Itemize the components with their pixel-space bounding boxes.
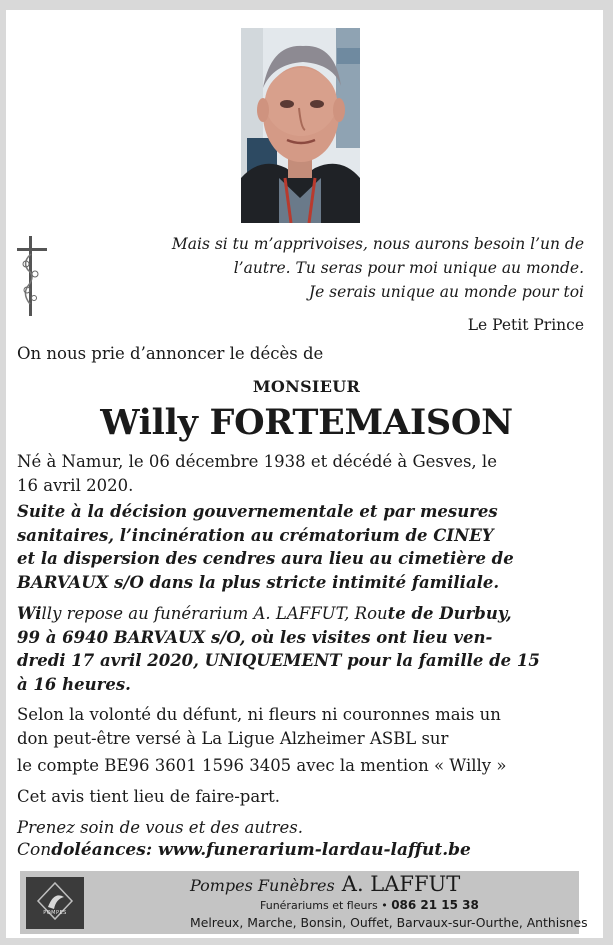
quote-line: l’autre. Tu seras pour moi unique au monde.	[233, 259, 584, 277]
deceased-name: Willy FORTEMAISON	[100, 402, 513, 443]
cremation-paragraph	[17, 500, 593, 594]
subtitle-text: Funérariums et fleurs •	[260, 899, 388, 912]
quote-author: Le Petit Prince	[467, 316, 584, 334]
text-fragment: Wi	[17, 604, 42, 623]
bank-account-text: le compte BE96 3601 1596 3405 avec la mention « Willy »	[17, 756, 507, 775]
text-line	[17, 602, 593, 626]
company-locations: Melreux, Marche, Bonsin, Ouffet, Barvaux-sur-Ourthe, Anthisnes	[190, 915, 588, 930]
text-line: à 16 heures.	[17, 674, 131, 694]
text-fragment: te de Durbuy,	[387, 604, 512, 623]
condolences-line	[17, 839, 593, 863]
announcement-intro: On nous prie d’annoncer le décès de	[17, 344, 324, 363]
text-line: Selon la volonté du défunt, ni fleurs ni couronnes mais un	[17, 705, 501, 724]
care-text: Prenez soin de vous et des autres.	[17, 818, 303, 837]
flowers-paragraph	[17, 703, 593, 750]
text-fragment: lly repose au funérarium A. LAFFUT, Rou	[41, 604, 388, 623]
text-line: Suite à la décision gouvernementale et par mesures	[17, 502, 498, 521]
birth-death-paragraph	[17, 450, 593, 497]
company-logo	[26, 877, 84, 929]
notice-text: Cet avis tient lieu de faire-part.	[17, 787, 280, 806]
bank-account-line	[17, 754, 593, 778]
text-line: et la dispersion des cendres aura lieu au cimetière de	[17, 549, 514, 568]
text-line: 16 avril 2020.	[17, 475, 134, 495]
text-line: 99 à 6940 BARVAUX s/O, où les visites ont lieu ven-	[17, 627, 493, 647]
condolences-link[interactable]: doléances: www.funerarium-lardau-laffut.be	[51, 840, 471, 860]
phone-number[interactable]: 086 21 15 38	[391, 898, 479, 912]
company-title	[190, 872, 460, 896]
text-line: Né à Namur, le 06 décembre 1938 et décédé à Gesves, le	[17, 452, 497, 471]
quote	[64, 232, 584, 304]
text-fragment: Con	[17, 840, 52, 860]
text-line: dredi 17 avril 2020, UNIQUEMENT pour la famille de 15	[17, 651, 540, 670]
text-line: sanitaires, l’incinération au crématorium de CINEY	[17, 525, 494, 545]
portrait-photo	[241, 28, 360, 223]
cross-icon	[14, 234, 50, 318]
quote-line: Mais si tu m’apprivoises, nous aurons besoin l’un de	[171, 235, 584, 253]
care-line	[17, 816, 593, 840]
company-name: A. LAFFUT	[341, 872, 461, 896]
funeral-home-banner	[20, 871, 588, 934]
condolences-text	[17, 839, 593, 863]
quote-line: Je serais unique au monde pour toi	[308, 283, 584, 301]
notice-line	[17, 785, 593, 809]
logo-text: POMPES	[43, 910, 67, 916]
visit-paragraph	[17, 602, 593, 696]
text-line: don peut-être versé à La Ligue Alzheimer ASBL sur	[17, 728, 449, 748]
deceased-title: MONSIEUR	[252, 377, 361, 396]
company-prefix: Pompes Funèbres	[190, 876, 335, 895]
text-line: BARVAUX s/O dans la plus stricte intimité familiale.	[17, 572, 500, 592]
company-subtitle	[260, 898, 479, 912]
